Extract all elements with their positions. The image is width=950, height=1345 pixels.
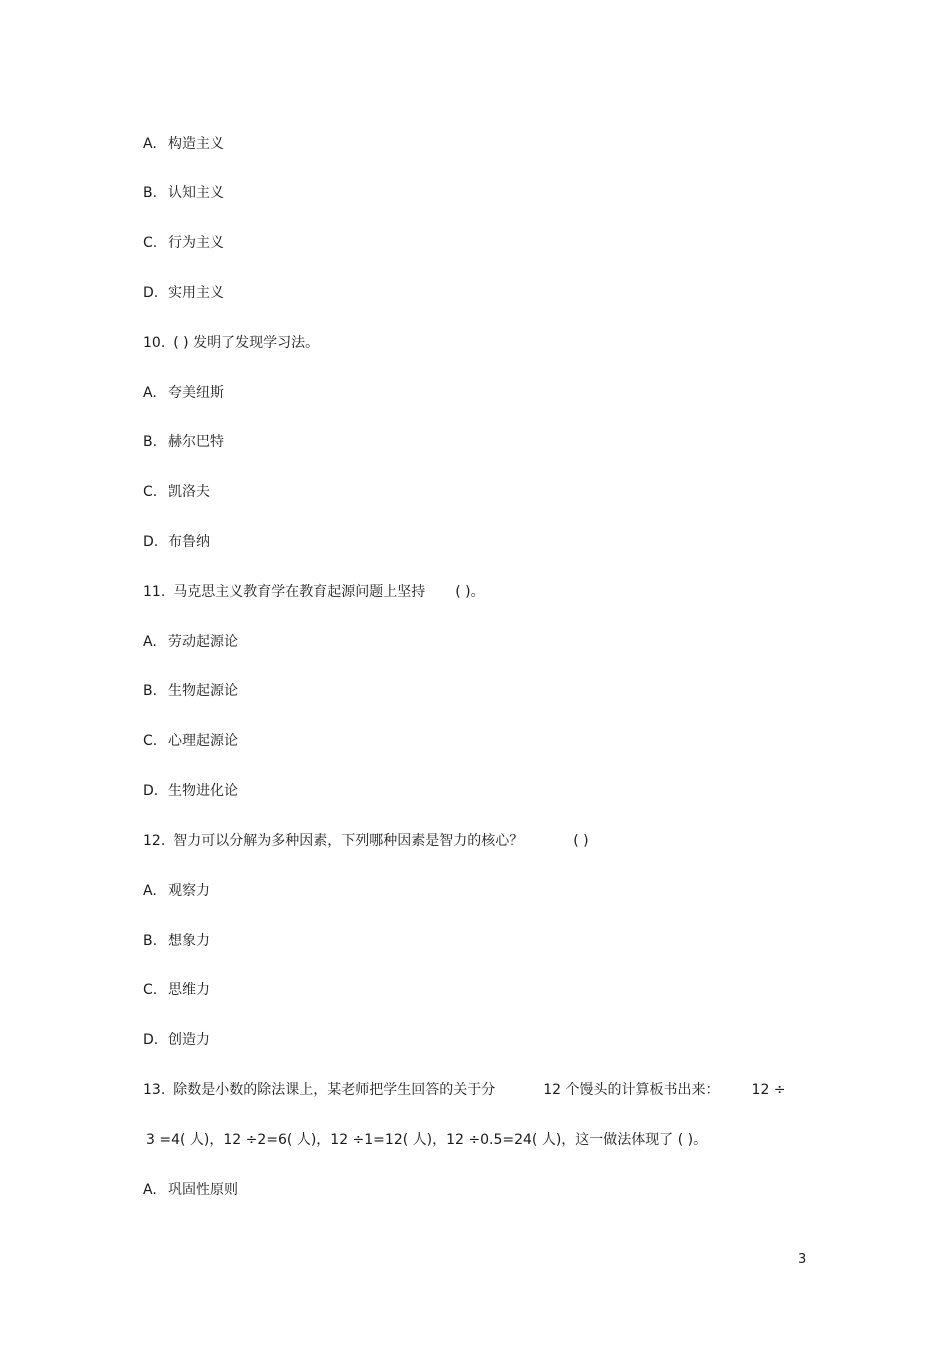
option-line: C. 思维力 [143, 982, 210, 998]
option-line: B. 赫尔巴特 [143, 434, 224, 450]
option-line: D. 实用主义 [143, 285, 224, 301]
question-11: 11. 马克思主义教育学在教育起源问题上坚持 ( )。 [143, 584, 485, 600]
question-13-continuation: 3 =4( 人)，12 ÷2=6( 人)，12 ÷1=12( 人)，12 ÷0.5=24( 人)，这一做法体现了 ( )。 [146, 1132, 708, 1148]
option-line: A. 夸美纽斯 [143, 385, 224, 401]
option-line: A. 巩固性原则 [143, 1182, 238, 1198]
option-line: D. 创造力 [143, 1032, 210, 1048]
option-line: B. 生物起源论 [143, 683, 238, 699]
question-10: 10. ( ) 发明了发现学习法。 [143, 335, 320, 351]
option-line: B. 想象力 [143, 933, 210, 949]
option-line: D. 布鲁纳 [143, 534, 210, 550]
option-line: B. 认知主义 [143, 185, 224, 201]
option-line: C. 凯洛夫 [143, 484, 210, 500]
question-13: 13. 除数是小数的除法课上，某老师把学生回答的关于分 12 个馒头的计算板书出来： 12 ÷ [143, 1082, 786, 1098]
option-line: A. 观察力 [143, 883, 210, 899]
page-number: 3 [798, 1252, 807, 1267]
option-line: C. 行为主义 [143, 235, 224, 251]
question-12: 12. 智力可以分解为多种因素，下列哪种因素是智力的核心？ ( ) [143, 833, 589, 849]
option-line: A. 劳动起源论 [143, 634, 238, 650]
option-line: D. 生物进化论 [143, 783, 238, 799]
option-line: A. 构造主义 [143, 136, 224, 152]
option-line: C. 心理起源论 [143, 733, 238, 749]
